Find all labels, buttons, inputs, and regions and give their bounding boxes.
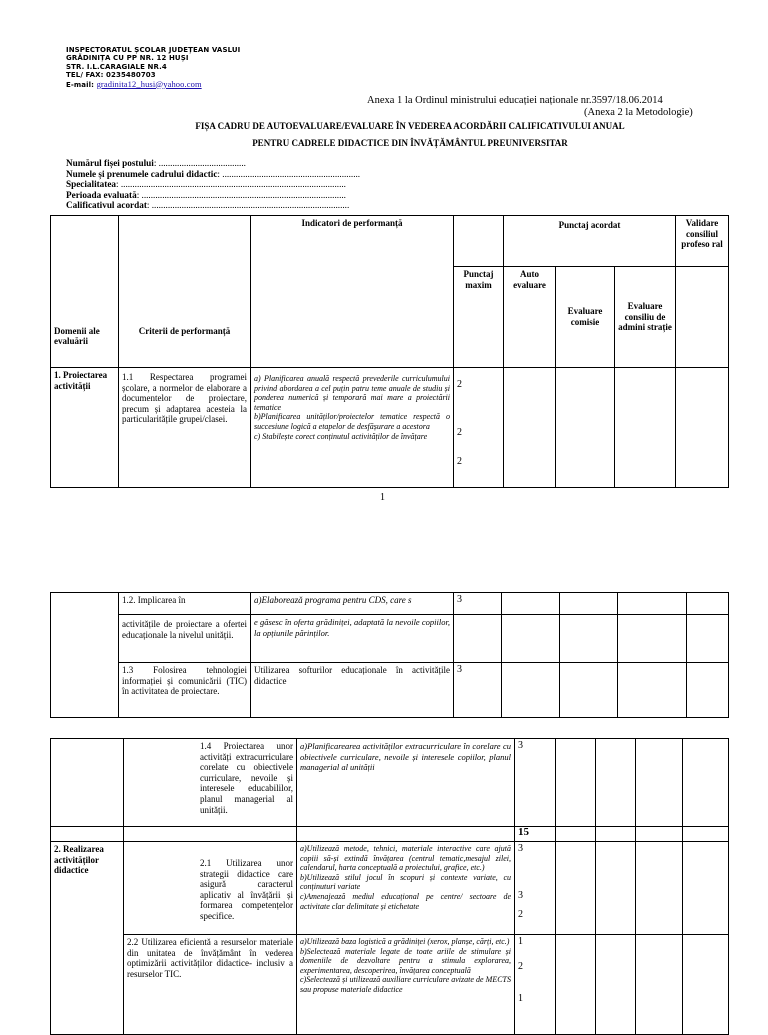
empty-cell (454, 615, 502, 663)
header-evaluare-consiliu: Evaluare consiliu de admini strație (615, 267, 676, 368)
empty-cell (636, 842, 683, 935)
indicator-text: a)Utilizează metode, tehnici, materiale interactive care ajută copiii să-și extindă învățarea (centrul tematic,mesajul zilei, calendarul, harta conceptuală a proiectului, grafice, etc.) (300, 844, 511, 873)
empty-cell (560, 593, 618, 615)
empty-cell (618, 663, 687, 718)
evaluation-table-1 (50, 215, 729, 488)
empty-cell (615, 368, 676, 488)
empty-cell (687, 593, 729, 615)
criteriu-1-2-cont: activitățile de proiectare a ofertei educaționale la nivelul unității. (119, 615, 251, 663)
empty-cell (51, 827, 124, 842)
empty-cell (556, 739, 596, 827)
identification-fields (66, 158, 360, 211)
indicator-1-4: a)Planificarearea activităților extracurriculare în corelare cu obiectivele curriculare, nevoile și interesele copiilor, planul managerial al unității (297, 739, 515, 827)
score-value: 3 (518, 843, 523, 854)
empty-cell (636, 827, 683, 842)
header-indicatori: Indicatori de performanță (251, 216, 454, 368)
header-validare: Validare consiliul profeso ral (676, 216, 729, 267)
indicator-1-3: Utilizarea softurilor educaționale în activitățile didactice (251, 663, 454, 718)
empty-cell (502, 615, 560, 663)
anexa-line-2: (Anexa 2 la Metodologie) (584, 107, 693, 118)
score-value: 3 (518, 889, 523, 901)
indicator-text: c)Selectează și utilizează auxiliare curriculare avizate de MECTS sau propuse materiale didactice (300, 975, 511, 994)
field-nume-prenume: Numele și prenumele cadrului didactic: ............................................................ (66, 168, 361, 179)
empty-cell (618, 615, 687, 663)
empty-cell (636, 935, 683, 1035)
indicator-text: c) Stabilește corect conținutul activităților de învățare (254, 431, 428, 441)
score-value: 2 (457, 456, 462, 468)
field-perioada: Perioada evaluată: ......................................................................................... (66, 189, 346, 200)
indicator-text: b)Planificarea unităților/proiectelor tematice respectă o succesiune logică a etapelor de desfășurare a acestora (254, 412, 450, 431)
header-line: STR. I.L.CARAGIALE NR.4 (66, 62, 167, 71)
criteriu-1-1: 1.1 Respectarea programei școlare, a normelor de elaborare a documentelor de proiectare, precum și adaptarea acesteia la particularitățile grupei/clasei. (119, 368, 251, 488)
header-blank (454, 216, 504, 267)
score-value: 2 (457, 379, 462, 390)
indicator-1-2-cont: e găsesc în oferta grădiniței, adaptată la nevoile copiilor, la opțiunile părinților. (251, 615, 454, 663)
empty-cell (297, 827, 515, 842)
empty-cell (504, 368, 556, 488)
score-value: 1 (518, 993, 523, 1005)
header-punctaj-maxim: Punctaj maxim (454, 267, 504, 368)
empty-cell (556, 842, 596, 935)
empty-cell (683, 935, 729, 1035)
header-line: GRĂDINIȚA CU PP NR. 12 HUȘI (66, 54, 189, 63)
header-domenii: Domenii ale evaluării (51, 216, 119, 368)
header-line: INSPECTORATUL ȘCOLAR JUDEȚEAN VASLUI (66, 46, 241, 54)
indicator-text: a)Utilizează baza logistică a grădiniței (xerox, planșe, cărți, etc.) (300, 937, 510, 946)
field-specialitatea: Specialitatea: .................................................................................................. (66, 179, 346, 190)
punctaj-maxim-2-1 (515, 842, 556, 935)
document-subtitle: PENTRU CADRELE DIDACTICE DIN ÎNVĂȚĂMÂNTUL PREUNIVERSITAR (252, 138, 568, 148)
domeniu-empty (51, 739, 124, 827)
email-label: E-mail: (66, 80, 95, 89)
indicator-text: c)Amenajează mediul educațional pe centre/ sectoare de activitate clar delimitate și etichetate (300, 891, 511, 911)
empty-cell (618, 593, 687, 615)
empty-cell (676, 267, 729, 368)
page-number: 1 (380, 492, 385, 503)
evaluation-table-3 (50, 738, 729, 1035)
domeniu-empty (51, 593, 119, 718)
empty-cell (676, 368, 729, 488)
empty-cell (556, 935, 596, 1035)
empty-cell (560, 663, 618, 718)
empty-cell (683, 827, 729, 842)
criteriu-1-3: 1.3 Folosirea tehnologiei informației și comunicării (TIC) în activitatea de proiectare. (119, 663, 251, 718)
anexa-line-1: Anexa 1 la Ordinul ministrului educației naționale nr.3597/18.06.2014 (367, 95, 663, 106)
score-value: 2 (518, 909, 523, 921)
header-criterii: Criterii de performanță (119, 216, 251, 368)
empty-cell (556, 368, 615, 488)
field-calificativ: Calificativul acordat: ...................................................................................... (66, 200, 350, 211)
empty-cell (124, 827, 297, 842)
header-evaluare-comisie: Evaluare comisie (556, 267, 615, 368)
punctaj-maxim-1-3: 3 (454, 663, 502, 718)
empty-cell (502, 593, 560, 615)
indicatori-1-1 (251, 368, 454, 488)
empty-cell (687, 615, 729, 663)
criteriu-1-4: 1.4 Proiectarea unor activități extracurriculare corelate cu obiectivele curriculare, nevoile și interesele educabililor, planul managerial al unității. (124, 739, 297, 827)
score-value: 1 (518, 936, 523, 947)
indicatori-2-1 (297, 842, 515, 935)
email-link[interactable]: gradinita12_husi@yahoo.com (96, 78, 202, 89)
indicator-1-2: a)Elaborează programa pentru CDS, care s (251, 593, 454, 615)
document-title: FIȘA CADRU DE AUTOEVALUARE/EVALUARE ÎN VEDEREA ACORDĂRII CALIFICATIVULUI ANUAL (195, 121, 625, 131)
criteriu-2-2: 2.2 Utilizarea eficientă a resurselor materiale din unitatea de învățământ în vederea optimizării activităților didactice- inclusiv a resurselor TIC. (124, 935, 297, 1035)
empty-cell (636, 739, 683, 827)
domeniu-2: 2. Realizarea activităților didactice (51, 842, 124, 1035)
criteriu-2-1: 2.1 Utilizarea unor strategii didactice care asigură caracterul aplicativ al învățării și formarea competențelor specifice. (124, 842, 297, 935)
domeniu-1: 1. Proiectarea activității (51, 368, 119, 488)
score-value: 2 (457, 426, 462, 438)
criteriu-1-2: 1.2. Implicarea în (119, 593, 251, 615)
section-total: 15 (515, 827, 556, 842)
empty-cell (596, 935, 636, 1035)
empty-cell (687, 663, 729, 718)
indicatori-2-2 (297, 935, 515, 1035)
punctaj-maxim-1-2: 3 (454, 593, 502, 615)
institution-header (66, 46, 240, 89)
header-autoevaluare: Auto evaluare (504, 267, 556, 368)
empty-cell (502, 663, 560, 718)
email-line (66, 80, 240, 89)
header-punctaj-acordat: Punctaj acordat (504, 216, 676, 267)
punctaj-maxim-1-1 (454, 368, 504, 488)
indicator-text: b)Utilizează stilul jocul în scopuri și contexte variate, cu conținuturi variate (300, 872, 511, 892)
empty-cell (596, 739, 636, 827)
header-line: TEL/ FAX: 0235480703 (66, 71, 156, 80)
indicator-text: a) Planificarea anuală respectă prevederile curriculumului privind abordarea a cel puțin patru teme anuale de studiu și ponderea numerică și temporară mai mare a proiectării tematice (254, 374, 450, 412)
empty-cell (683, 739, 729, 827)
score-value: 2 (518, 960, 523, 972)
indicator-text: b)Selectează materiale legate de toate ariile de stimulare și domeniile de dezvoltare pentru a stimula explorarea, experimentarea, descoperirea, învățarea conceptuală (300, 946, 511, 975)
empty-cell (596, 827, 636, 842)
field-fisa-postului: Numărul fișei postului: ...................................... (66, 158, 246, 168)
empty-cell (556, 827, 596, 842)
empty-cell (560, 615, 618, 663)
evaluation-table-2 (50, 592, 729, 718)
empty-cell (683, 842, 729, 935)
empty-cell (596, 842, 636, 935)
punctaj-maxim-1-4: 3 (515, 739, 556, 827)
punctaj-maxim-2-2 (515, 935, 556, 1035)
